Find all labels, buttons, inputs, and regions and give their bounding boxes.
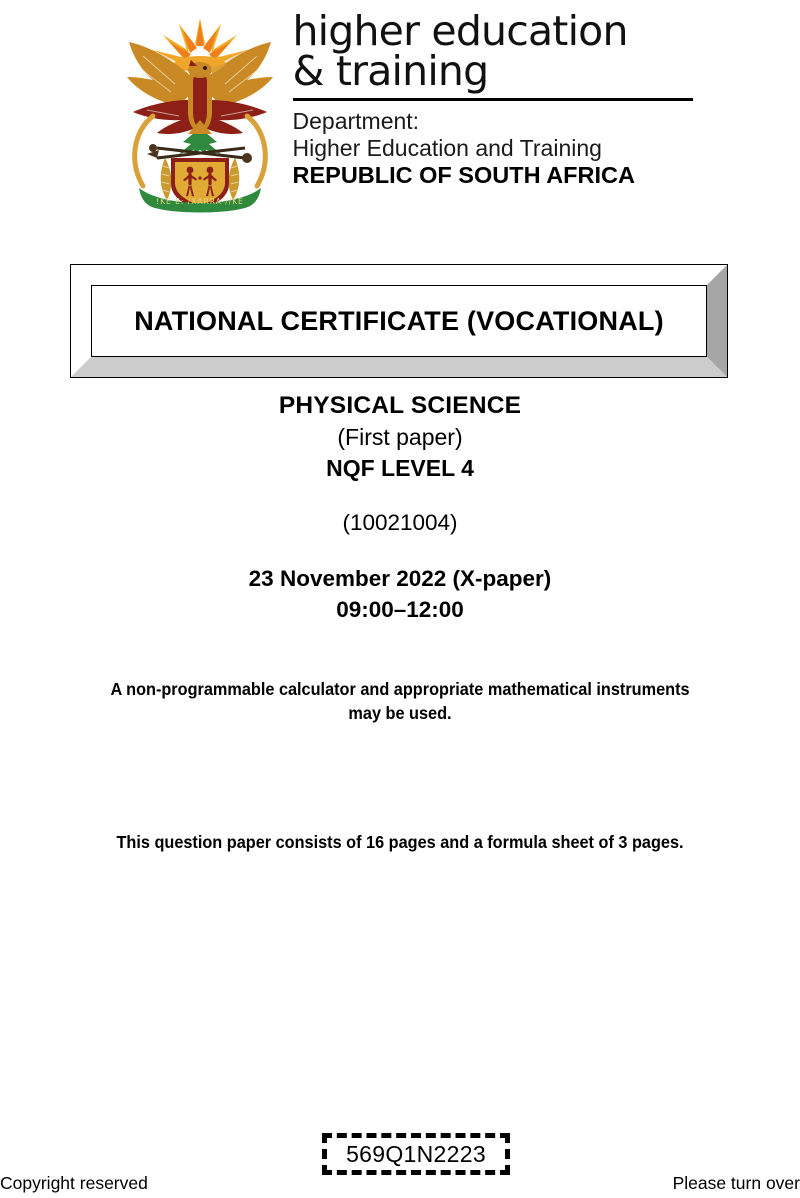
exam-date: 23 November 2022 (X-paper) [248, 566, 552, 592]
bevel-bottom-face [71, 357, 727, 377]
svg-text:!KE E: /XARRA //KE: !KE E: /XARRA //KE [155, 197, 244, 206]
calculator-note-line-1: A non-programmable calculator and appropriate mathematical instruments [110, 679, 690, 699]
footer-copyright: Copyright reserved [0, 1173, 148, 1193]
exam-subject-code: (10021004) [342, 510, 458, 536]
bevel-top-face [71, 265, 727, 285]
department-name: Higher Education and Training [292, 134, 602, 161]
letterhead-divider [293, 98, 693, 101]
certificate-title-inner [91, 285, 707, 357]
country-name: REPUBLIC OF SOUTH AFRICA [292, 161, 635, 188]
brand-line-1: higher education [292, 7, 628, 55]
letterhead [0, 8, 800, 223]
calculator-note-line-2: may be used. [348, 702, 452, 723]
paper-code-value: 569Q1N2223 [346, 1140, 486, 1167]
exam-time: 09:00–12:00 [336, 596, 464, 622]
letterhead-text [293, 8, 693, 190]
department-label: Department: [292, 107, 420, 134]
certificate-title: NATIONAL CERTIFICATE (VOCATIONAL) [134, 305, 664, 336]
paper-code-box [322, 1133, 510, 1175]
exam-nqf-level: NQF LEVEL 4 [326, 454, 474, 481]
footer-turn-over: Please turn over [672, 1173, 800, 1193]
exam-subject: PHYSICAL SCIENCE [278, 392, 522, 419]
exam-details [0, 390, 800, 625]
certificate-title-box [70, 264, 728, 378]
coat-of-arms-icon [108, 8, 293, 213]
page-footer [0, 1173, 800, 1194]
calculator-note [28, 678, 772, 725]
exam-paper-number: (First paper) [337, 424, 463, 451]
page-count-note: This question paper consists of 16 pages and a formula sheet of 3 pages. [116, 832, 684, 852]
brand-line-2: & training [292, 46, 489, 95]
